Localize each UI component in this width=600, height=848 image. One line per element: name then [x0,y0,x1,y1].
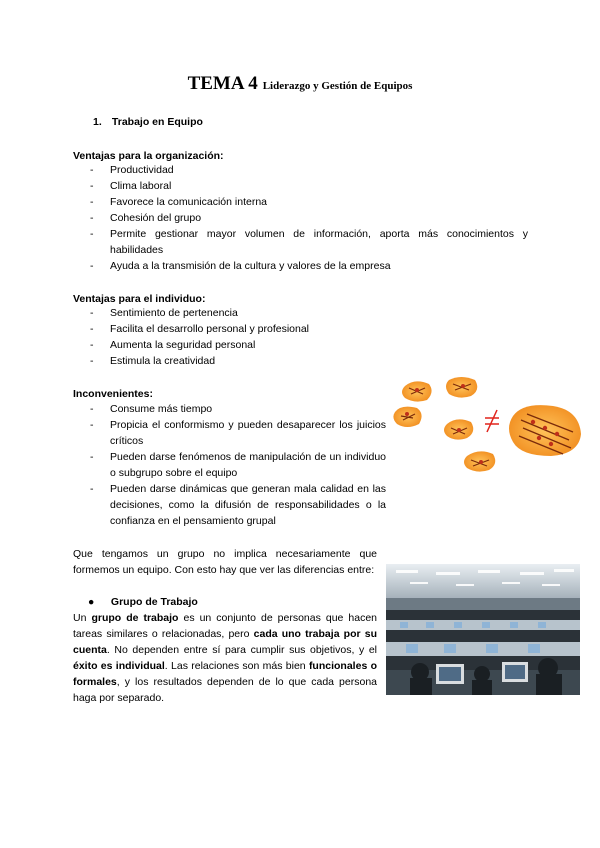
list-item: - Propicia el conformismo y pueden desaparecer los juicios críticos [90,419,386,447]
title-main: TEMA 4 [187,73,258,94]
list-item: - Sentimiento de pertenencia [90,307,238,319]
list-item: - Favorece la comunicación interna [90,196,267,208]
not-equal-icon [485,410,499,432]
small-team-5 [464,451,495,471]
list-item: - Clima laboral [90,180,172,192]
office-photo [386,564,580,695]
list-item: - Estimula la creatividad [90,355,216,367]
group-paragraph: Un grupo de trabajo es un conjunto de personas que hacen tareas similares o relacionadas, pero cada uno trabaja por su cuenta. No dependen entre sí para cumplir sus objetivos, y el éxito es individual. Las relaciones son más bien funcionales o formales, y los resultados dependen de lo que cada persona haga por separado. [73,612,378,704]
list-item: - Permite gestionar mayor volumen de información, aporta más conocimientos y habilidades [90,228,528,256]
bullet-icon: ● [88,596,95,608]
list-item: - Cohesión del grupo [90,212,202,224]
drawbacks-list [90,401,386,529]
small-team-1 [393,407,421,427]
section-title: Trabajo en Equipo [111,116,203,128]
small-team-3 [446,377,477,398]
group-heading [88,594,198,610]
page-title [0,73,600,94]
list-item: - Pueden darse fenómenos de manipulación de un individuo o subgrupo sobre el equipo [90,451,386,479]
group-heading-text: Grupo de Trabajo [110,596,198,608]
list-item: - Ayuda a la transmisión de la cultura y valores de la empresa [90,260,391,272]
section-heading [93,114,203,130]
intro-paragraph: Que tengamos un grupo no implica necesariamente que formemos un equipo. Con esto hay que ver las diferencias entre: [73,548,377,576]
big-team [509,405,581,456]
individual-advantages-title: Ventajas para el individuo: [73,293,206,305]
list-item: - Consume más tiempo [90,403,213,415]
small-team-4 [444,419,473,439]
section-number: 1. [93,116,102,128]
org-advantages-title: Ventajas para la organización: [73,150,224,162]
org-advantages-list [90,162,528,274]
small-team-2 [402,381,432,401]
drawbacks-title: Inconvenientes: [73,388,153,400]
list-item: - Aumenta la seguridad personal [90,339,256,351]
list-item: - Pueden darse dinámicas que generan mala calidad en las decisiones, como la difusión de responsabilidades o la confianza en el pensamiento grupal [90,483,386,527]
list-item: - Facilita el desarrollo personal y profesional [90,323,310,335]
teams-illustration [393,376,585,486]
title-sub: Liderazgo y Gestión de Equipos [262,80,413,92]
individual-advantages-list [90,305,390,369]
list-item: - Productividad [90,164,174,176]
